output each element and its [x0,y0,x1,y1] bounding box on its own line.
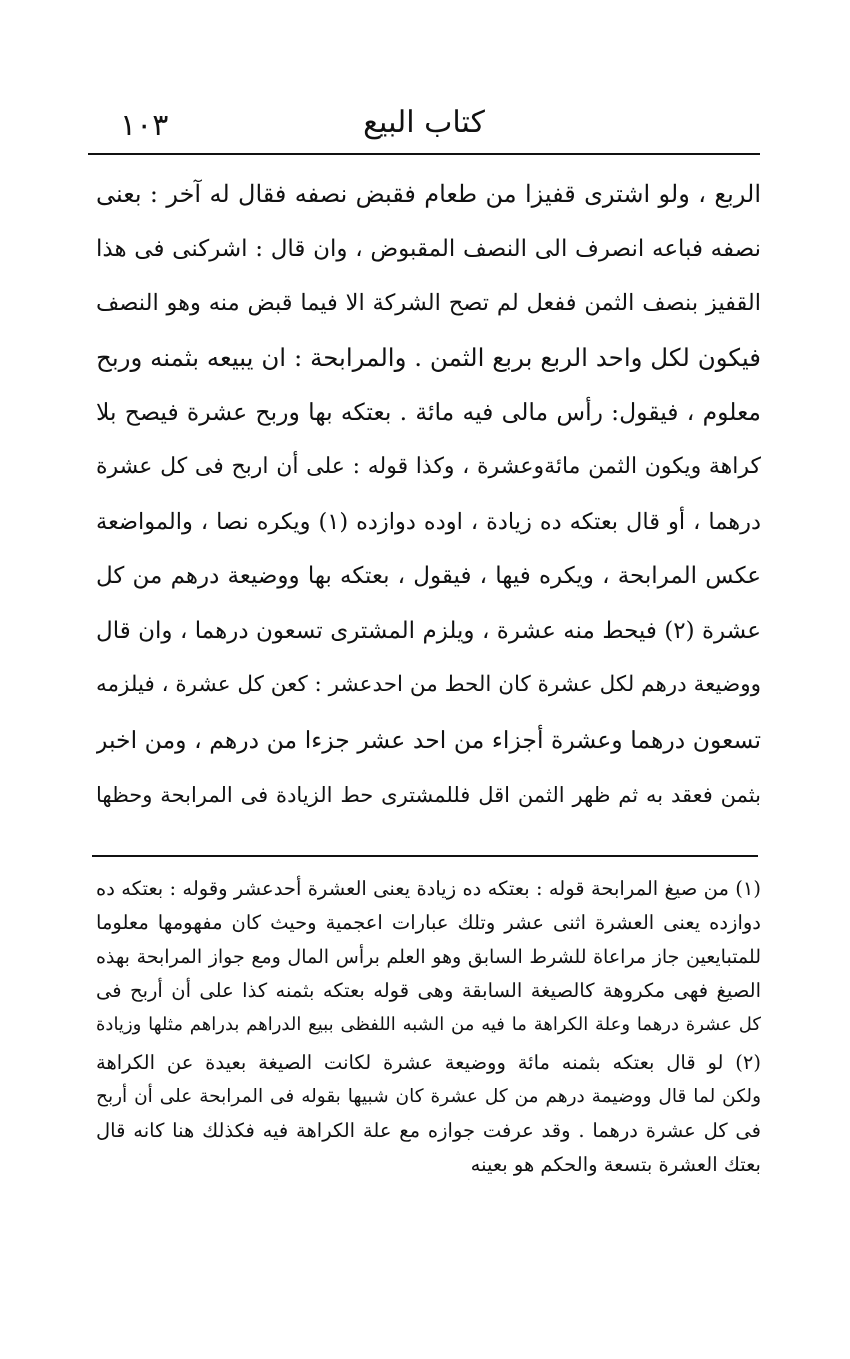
text-line: نصفه فباعه انصرف الى النصف المقبوض ، وان قال : اشركنى فى هذا [96,235,761,262]
text-line: عشرة (٢) فيحط منه عشرة ، ويلزم المشترى تسعون درهما ، وان قال [96,617,761,644]
text-line: معلوم ، فيقول: رأس مالى فيه مائة . بعتكه بها وربح عشرة فيصح بلا [96,398,761,427]
header-rule [88,153,760,155]
footnote-line: للمتبايعين جاز مراعاة للشرط السابق وهو العلم برأس المال ومع جواز المرابحة بهذه [96,946,761,968]
main-text [96,167,761,822]
footnote-1 [96,872,761,1042]
text-line: بثمن فعقد به ثم ظهر الثمن اقل فللمشترى حط الزيادة فى المرابحة وحظها [96,782,761,807]
text-line: تسعون درهما وعشرة أجزاء من احد عشر جزءا من درهم ، ومن اخبر [96,725,761,754]
footnote-line: الصيغ فهى مكروهة كالصيغة السابقة وهى قوله بعتكه بثمنه كذا على أن أربح فى [96,979,761,1002]
text-line: فيكون لكل واحد الربع بربع الثمن . والمرابحة : ان يبيعه بثمنه وربح [96,342,761,372]
text-line: القفيز بنصف الثمن ففعل لم تصح الشركة الا فيما قبض منه وهو النصف [96,290,761,317]
text-line: عكس المرابحة ، ويكره فيها ، فيقول ، بعتكه بها ووضيعة درهم من كل [96,563,761,590]
footnote-line: (٢) لو قال بعتكه بثمنه مائة ووضيعة عشرة لكانت الصيغة بعيدة عن الكراهة [96,1051,761,1074]
running-title: كتاب البيع [363,105,485,140]
footnote-rule [92,855,758,857]
page-number: ١٠٣ [120,108,169,143]
footnote-line: بعتك العشرة بتسعة والحكم هو بعينه [470,1153,761,1176]
footnote-line: فى كل عشرة درهما . وقد عرفت جوازه مع علة الكراهة فيه فكذلك هنا كانه قال [96,1119,761,1142]
footnote-line: (١) من صيغ المرابحة قوله : بعتكه ده زيادة يعنى العشرة أحدعشر وقوله : بعتكه ده [96,877,761,900]
footnotes [96,872,761,1182]
footnote-line: كل عشرة درهما وعلة الكراهة ما فيه من الشبه اللفظى ببيع الدراهم بدراهم مثلها وزيادة [96,1014,761,1035]
text-line: ووضيعة درهم لكل عشرة كان الحط من احدعشر : كعن كل عشرة ، فيلزمه [96,672,761,698]
text-line: الربع ، ولو اشترى قفيزا من طعام فقبض نصفه فقال له آخر : بعنى [96,180,761,208]
text-line: درهما ، أو قال بعتكه ده زيادة ، اوده دوازده (١) ويكره نصا ، والمواضعة [96,508,761,535]
text-line: كراهة ويكون الثمن مائةوعشرة ، وكذا قوله : على أن اربح فى كل عشرة [96,453,761,479]
page-header [88,98,760,148]
footnote-2 [96,1046,761,1182]
footnote-line: دوازده يعنى العشرة اثنى عشر وتلك عبارات اعجمية وحيث كان مفهومها معلوما [96,911,761,934]
footnote-line: ولكن لما قال ووضيمة درهم من كل عشرة كان شبيها بقوله فى المرابحة على أن أربح [96,1086,761,1107]
